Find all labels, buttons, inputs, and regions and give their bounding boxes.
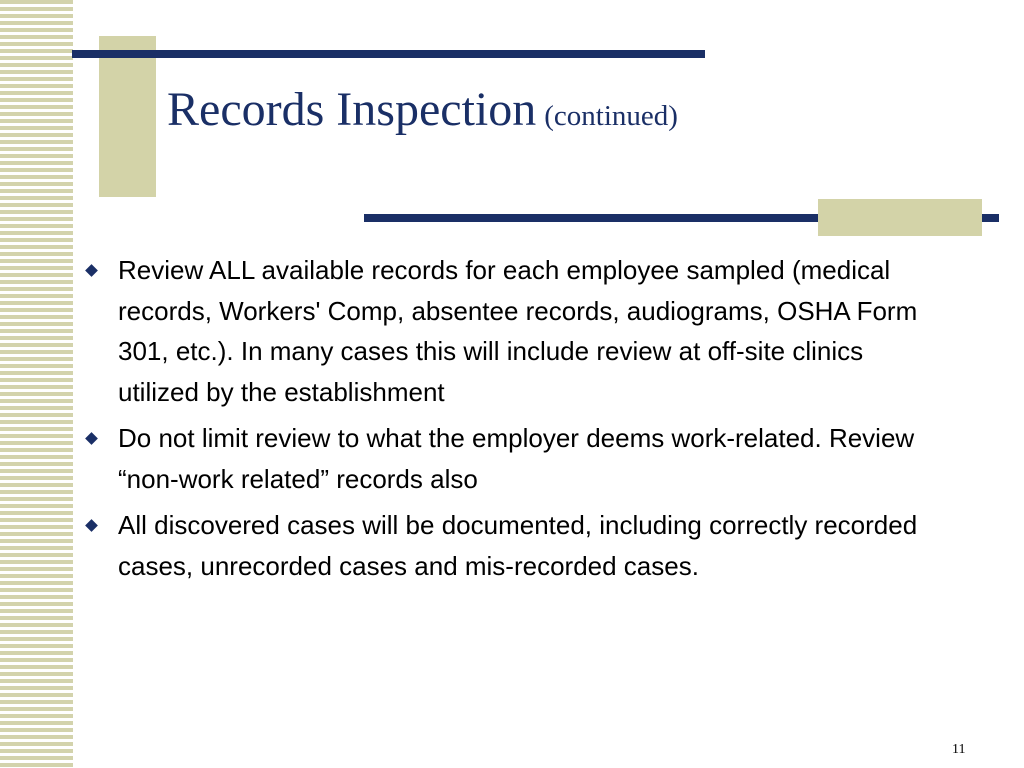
bullet-item (82, 505, 942, 586)
diamond-bullet-icon (85, 264, 98, 277)
slide-title-main: Records Inspection (167, 83, 537, 136)
title-accent-block (99, 36, 156, 197)
bullet-text: All discovered cases will be documented, including correctly recorded cases, unrecorded cases and mis-recorded cases. (118, 510, 918, 581)
bullet-text: Review ALL available records for each employee sampled (medical records, Workers' Comp, absentee records, audiograms, OSHA Form 301, etc.). In many cases this will include review at off-site clinics utilized by the establishment (118, 255, 918, 407)
bullet-list (82, 250, 942, 592)
slide-title-suffix: (continued) (544, 100, 678, 132)
diamond-bullet-icon (85, 432, 98, 445)
diamond-bullet-icon (85, 519, 98, 532)
slide-title (167, 83, 678, 136)
bullet-item (82, 250, 942, 412)
page-number: 11 (952, 742, 966, 757)
striped-side-decoration (0, 0, 73, 768)
rule-accent-block (818, 199, 982, 236)
bullet-item (82, 418, 942, 499)
title-top-rule (72, 50, 705, 58)
bullet-text: Do not limit review to what the employer deems work-related. Review “non-work related” records also (118, 423, 915, 494)
